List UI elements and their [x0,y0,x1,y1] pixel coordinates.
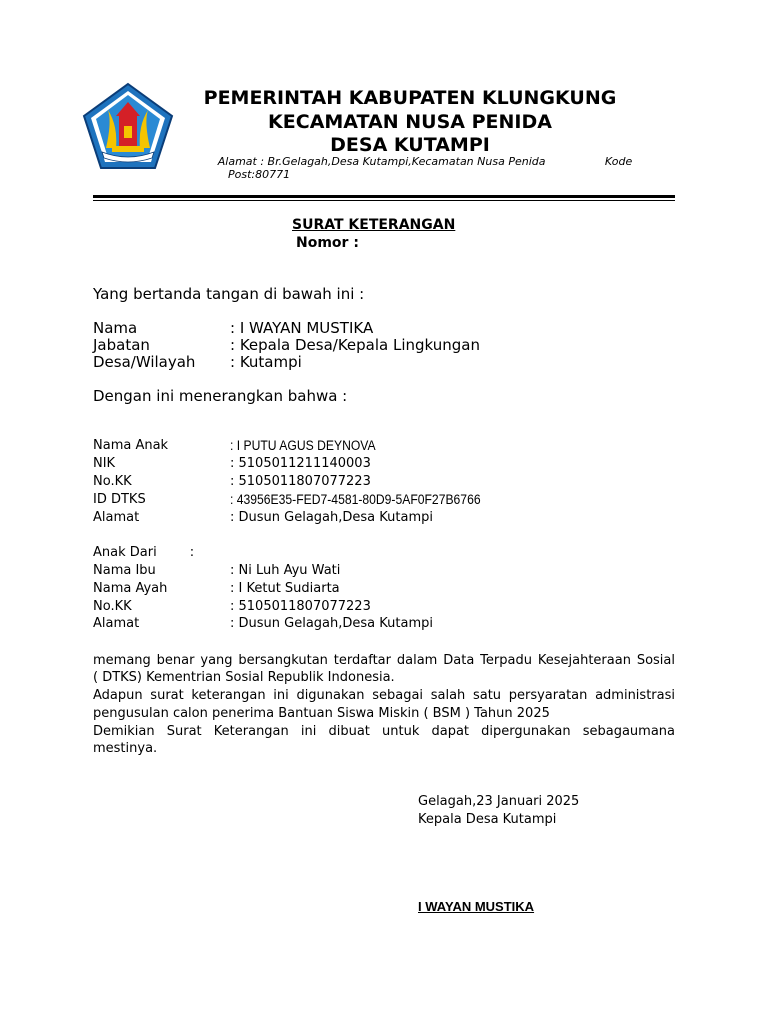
child-value-address: : Dusun Gelagah,Desa Kutampi [230,510,433,525]
statement-text: Dengan ini menerangkan bahwa : [93,387,348,405]
child-value-nik: : 5105011211140003 [230,456,371,471]
child-value-name: : I PUTU AGUS DEYNOVA [230,438,376,453]
parent-value-address: : Dusun Gelagah,Desa Kutampi [230,616,433,631]
child-value-dtks: : 43956E35-FED7-4581-80D9-5AF0F27B6766 [230,492,481,507]
header-divider-thin [93,200,675,201]
body-paragraph-1-line-2: ( DTKS) Kementrian Sosial Republik Indonesia. [93,670,395,685]
parent-value-mother: : Ni Luh Ayu Wati [230,563,341,578]
parent-value-kk: : 5105011807077223 [230,599,371,614]
signature-place-date: Gelagah,23 Januari 2025 [418,794,580,809]
child-label-name: Nama Anak [93,438,169,453]
parent-label-kk: No.KK [93,599,132,614]
child-label-kk: No.KK [93,474,132,489]
letterhead-district: KECAMATAN NUSA PENIDA [268,111,552,133]
body-paragraph-2-line-1: Adapun surat keterangan ini digunakan sebagai salah satu persyaratan administrasi [93,688,675,703]
letterhead-address: Alamat : Br.Gelagah,Desa Kutampi,Kecamatan Nusa Penida Kode Post:80771 [217,155,633,181]
parent-heading: Anak Dari : [93,545,195,560]
child-label-address: Alamat [93,510,140,525]
header-divider [93,195,675,198]
body-paragraph-1-line-1: memang benar yang bersangkutan terdaftar dalam Data Terpadu Kesejahteraan Sosial [93,653,675,668]
signer-value-position: : Kepala Desa/Kepala Lingkungan [230,336,480,354]
signer-label-name: Nama [93,319,138,337]
parent-label-address: Alamat [93,616,140,631]
document-title: SURAT KETERANGAN [292,217,456,233]
letterhead-government: PEMERINTAH KABUPATEN KLUNGKUNG [203,87,617,109]
intro-text: Yang bertanda tangan di bawah ini : [93,285,365,303]
child-value-kk: : 5105011807077223 [230,474,371,489]
parent-label-mother: Nama Ibu [93,563,156,578]
child-label-dtks: ID DTKS [93,492,146,507]
letterhead-village: DESA KUTAMPI [330,134,490,156]
parent-label-father: Nama Ayah [93,581,168,596]
signature-position: Kepala Desa Kutampi [418,812,557,827]
signature-name: I WAYAN MUSTIKA [418,899,535,914]
regency-emblem-icon [82,82,174,170]
body-paragraph-2-line-2: pengusulan calon penerima Bantuan Siswa Miskin ( BSM ) Tahun 2025 [93,706,550,721]
child-label-nik: NIK [93,456,116,471]
parent-value-father: : I Ketut Sudiarta [230,581,340,596]
document-number: Nomor : [296,235,359,251]
signer-value-name: : I WAYAN MUSTIKA [230,319,374,337]
signer-label-position: Jabatan [93,336,150,354]
body-paragraph-3: Demikian Surat Keterangan ini dibuat untuk dapat dipergunakan sebagaumana mestinya. [93,724,675,756]
signer-value-region: : Kutampi [230,353,302,371]
signer-label-region: Desa/Wilayah [93,353,196,371]
